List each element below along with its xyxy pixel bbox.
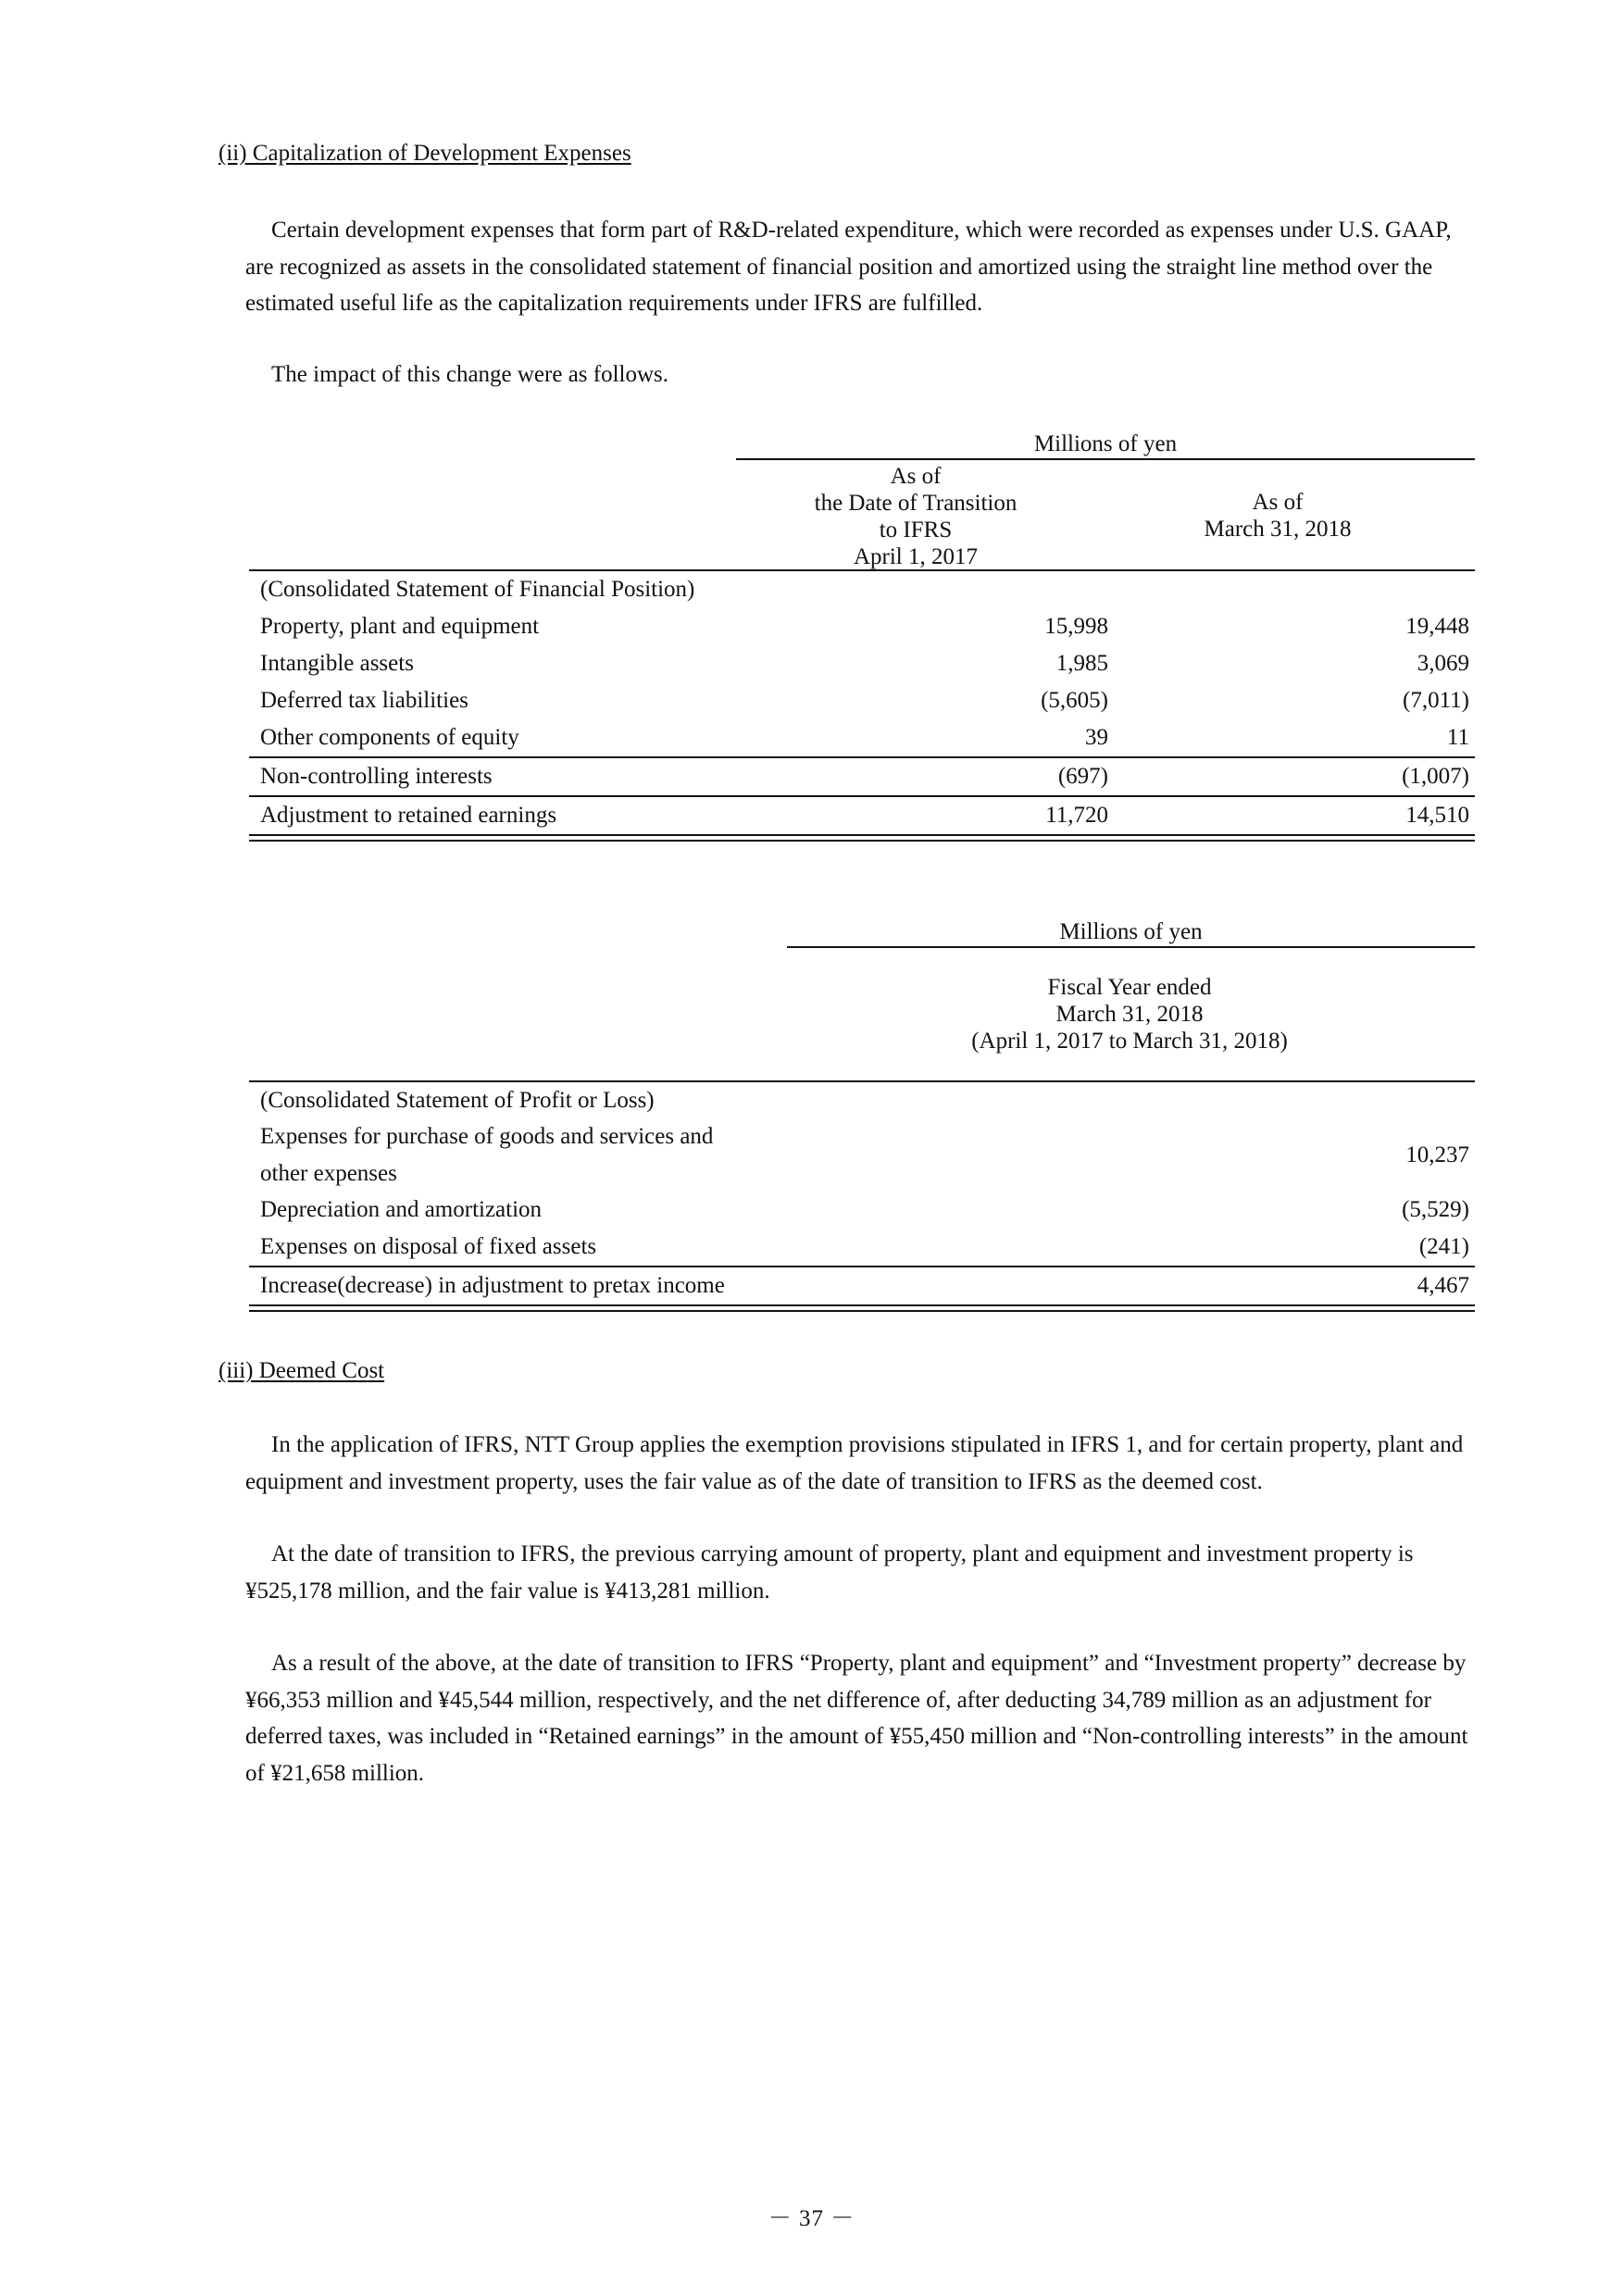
row-label: Expenses on disposal of fixed assets: [260, 1234, 597, 1259]
table2-unit-label: Millions of yen: [1059, 919, 1203, 944]
paragraph-text: As a result of the above, at the date of transition to IFRS “Property, plant and equipment” and “Investment property” decrease by ¥66,353 million and ¥45,544 million, respectively, and the net difference of, after deducting 34,789 million as an adjustment for deferred taxes, was included in “Retained earnings” in the amount of ¥55,450 million and “Non-controlling interests” in the amount of ¥21,658 million.: [245, 1651, 1468, 1786]
table2-section-label: (Consolidated Statement of Profit or Loss): [260, 1088, 655, 1113]
table2-section-row: [249, 1082, 1475, 1119]
paragraph-text: At the date of transition to IFRS, the previous carrying amount of property, plant and equipment and investment property is ¥525,178 million, and the fair value is ¥413,281 million.: [245, 1541, 1414, 1603]
row-value: 10,237: [1405, 1142, 1469, 1167]
col1-header-line: the Date of Transition: [814, 491, 1017, 516]
row-value-2018: (7,011): [1403, 688, 1469, 713]
paragraph-exemption: [245, 1427, 1477, 1500]
table-row: [249, 719, 1475, 756]
table1-double-rule: [249, 834, 1475, 842]
table1-section-row: [249, 571, 1475, 608]
row-value-transition: (697): [1057, 764, 1108, 789]
table-row: [249, 758, 1475, 795]
row-value-2018: (1,007): [1402, 764, 1469, 789]
paragraph-result: [245, 1645, 1477, 1791]
row-value-2018: 3,069: [1417, 651, 1469, 676]
table2-col-header: [880, 974, 1380, 1054]
row-label: Increase(decrease) in adjustment to pretax income: [260, 1273, 725, 1298]
row-value-2018: 11: [1446, 725, 1469, 750]
row-label: Adjustment to retained earnings: [260, 803, 557, 828]
row-label-line: other expenses: [260, 1160, 397, 1186]
page-number: － 37 －: [768, 2206, 855, 2231]
col1-header-line: to IFRS: [879, 518, 953, 543]
table1-unit-label: Millions of yen: [1033, 431, 1178, 456]
row-value-transition: 15,998: [1044, 614, 1108, 639]
paragraph-capitalization: [245, 212, 1477, 322]
paragraph-text: Certain development expenses that form part of R&D-related expenditure, which were recorded as expenses under U.S. GAAP, are recognized as assets in the consolidated statement of financial position and amortized using the straight line method over the estimated useful life as the capitalization requirements under IFRS are fulfilled.: [245, 218, 1452, 316]
row-value-2018: 14,510: [1405, 803, 1469, 828]
table-row: [249, 1229, 1475, 1266]
table1-section-label: (Consolidated Statement of Financial Position): [260, 577, 695, 602]
table-row: [249, 608, 1475, 645]
row-label: Non-controlling interests: [260, 764, 493, 789]
row-label-line: Expenses for purchase of goods and services and: [260, 1124, 714, 1149]
col2-header-line: As of: [1252, 490, 1304, 515]
section-heading-deemed-cost: (iii) Deemed Cost: [218, 1358, 385, 1383]
section-heading-capitalization: (ii) Capitalization of Development Expenses: [218, 141, 631, 166]
paragraph-text: The impact of this change were as follows.: [271, 362, 669, 387]
col2-header-line: March 31, 2018: [1204, 517, 1352, 542]
row-label: Deferred tax liabilities: [260, 688, 468, 713]
row-label: Other components of equity: [260, 725, 519, 750]
row-label: Property, plant and equipment: [260, 614, 540, 639]
table1-col1-header: [768, 463, 1064, 570]
paragraph-text: In the application of IFRS, NTT Group applies the exemption provisions stipulated in IFRS 1, and for certain property, plant and equipment and investment property, uses the fair value as of the date of transition to IFRS as the deemed cost.: [245, 1432, 1464, 1494]
row-value-transition: 39: [1085, 725, 1108, 750]
col-header-line: (April 1, 2017 to March 31, 2018): [971, 1029, 1288, 1054]
table-row: [249, 1118, 1475, 1192]
row-value-2018: 19,448: [1405, 614, 1469, 639]
table-row: [249, 1267, 1475, 1304]
row-value: 4,467: [1417, 1273, 1469, 1298]
col1-header-line: As of: [890, 464, 942, 489]
table2-unit-rule: [787, 946, 1475, 948]
paragraph-impact: [245, 356, 1477, 393]
row-value-transition: 1,985: [1055, 651, 1108, 676]
row-value: (241): [1418, 1234, 1469, 1259]
table1-unit-rule: [736, 458, 1475, 460]
col-header-line: March 31, 2018: [1055, 1002, 1204, 1027]
row-value-transition: 11,720: [1045, 803, 1108, 828]
table-row: [249, 645, 1475, 682]
table1-col2-header: [1139, 489, 1417, 543]
table-row: [249, 682, 1475, 719]
row-label: Intangible assets: [260, 651, 414, 676]
row-value: (5,529): [1402, 1197, 1469, 1222]
col-header-line: Fiscal Year ended: [1047, 975, 1212, 1000]
table-row: [249, 1192, 1475, 1229]
row-label: Depreciation and amortization: [260, 1197, 543, 1222]
col1-header-line: April 1, 2017: [853, 544, 979, 569]
table2-double-rule: [249, 1304, 1475, 1312]
row-label: [260, 1118, 713, 1192]
paragraph-carrying-amount: [245, 1536, 1477, 1609]
row-value-transition: (5,605): [1041, 688, 1108, 713]
table-row: [249, 797, 1475, 834]
